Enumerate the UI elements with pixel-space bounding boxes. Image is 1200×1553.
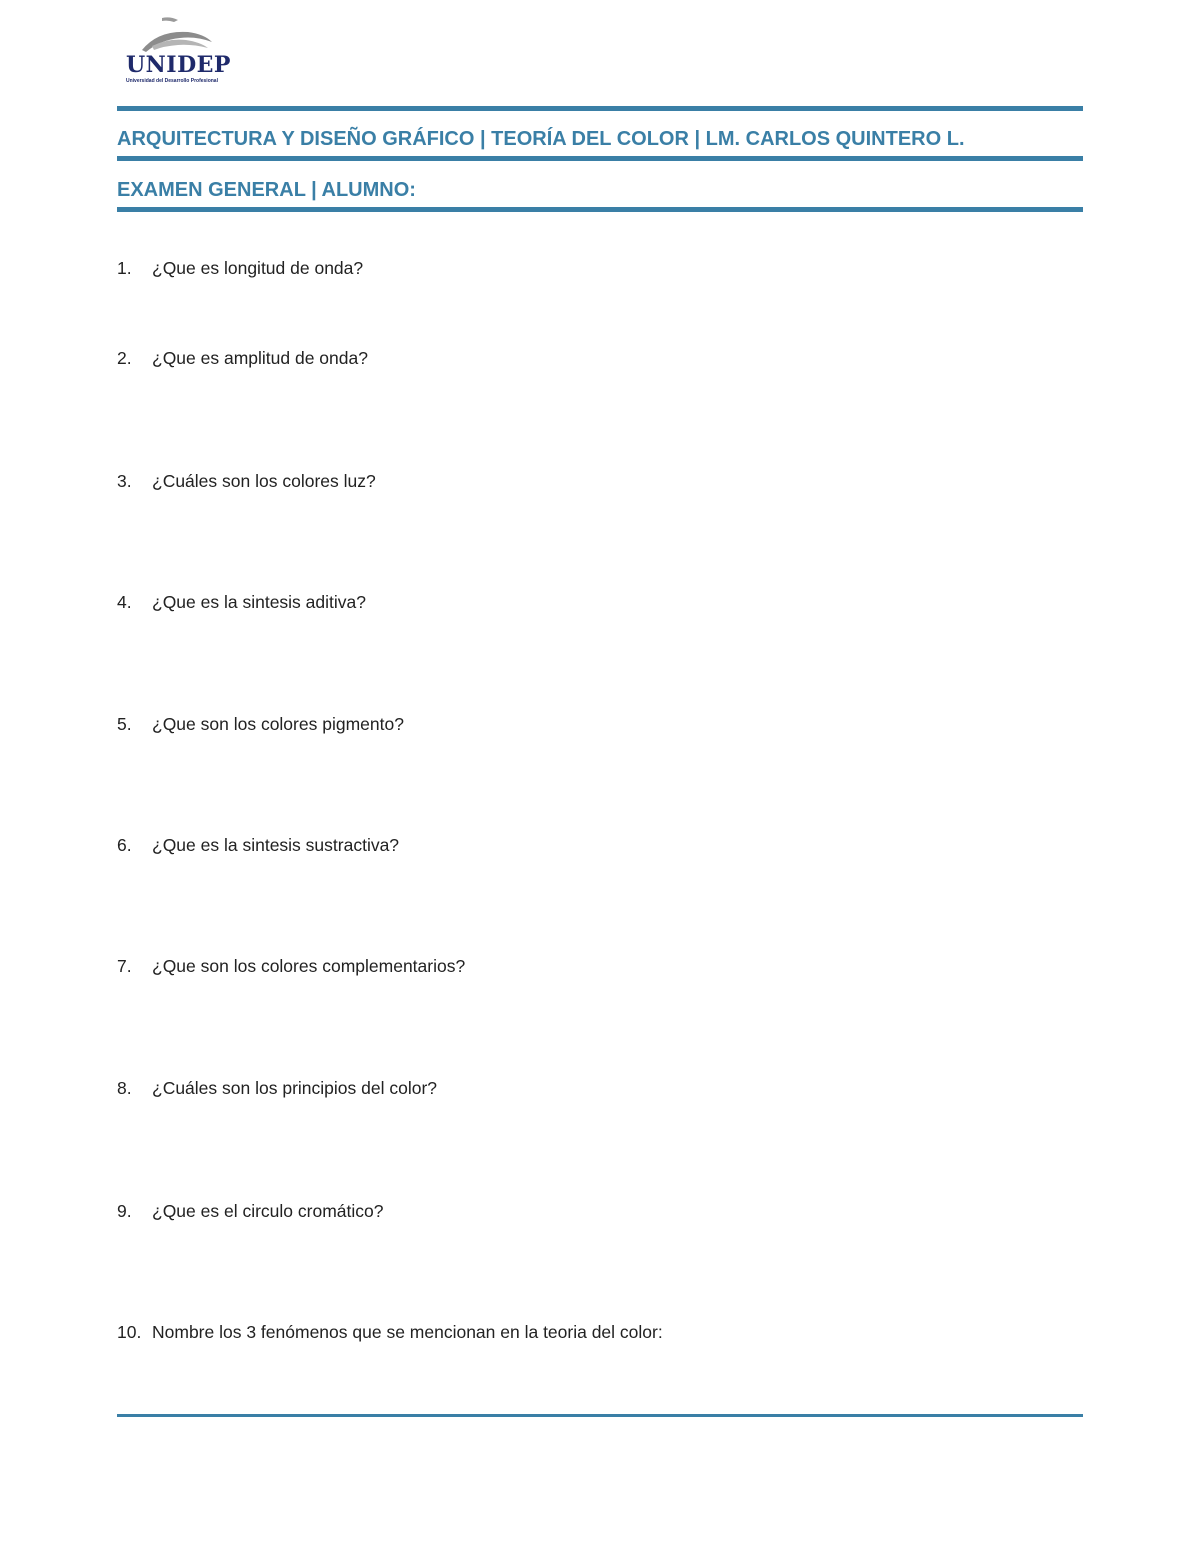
question-2	[117, 350, 368, 368]
question-text: ¿Que es la sintesis sustractiva?	[152, 835, 400, 855]
question-1	[117, 260, 363, 278]
question-number: 5.	[117, 714, 132, 734]
question-3	[117, 473, 376, 491]
question-text: ¿Que es la sintesis aditiva?	[152, 592, 366, 612]
question-text: ¿Que es amplitud de onda?	[152, 348, 368, 368]
question-text: ¿Que son los colores complementarios?	[152, 956, 466, 976]
question-number: 7.	[117, 956, 132, 976]
question-text: ¿Cuáles son los colores luz?	[152, 471, 376, 491]
swoosh-arc-icon	[122, 16, 232, 56]
question-number: 2.	[117, 348, 132, 368]
question-8	[117, 1080, 437, 1098]
logo-subtitle: Universidad del Desarrollo Profesional	[126, 78, 218, 84]
header-rule-bottom	[117, 207, 1083, 212]
unidep-logo	[122, 16, 232, 90]
question-number: 1.	[117, 258, 132, 278]
question-9	[117, 1203, 383, 1221]
question-7	[117, 958, 465, 976]
question-number: 10.	[117, 1322, 142, 1342]
question-text: ¿Que son los colores pigmento?	[152, 714, 404, 734]
exam-title: EXAMEN GENERAL | ALUMNO:	[117, 179, 416, 201]
question-4	[117, 594, 366, 612]
question-6	[117, 837, 399, 855]
question-number: 4.	[117, 592, 132, 612]
question-text: ¿Cuáles son los principios del color?	[152, 1078, 437, 1098]
footer-rule	[117, 1414, 1083, 1417]
header-rule-top	[117, 106, 1083, 111]
question-number: 8.	[117, 1078, 132, 1098]
logo-wordmark: UNIDEP	[126, 52, 231, 78]
question-number: 9.	[117, 1201, 132, 1221]
question-5	[117, 716, 404, 734]
question-text: ¿Que es el circulo cromático?	[152, 1201, 384, 1221]
question-text: ¿Que es longitud de onda?	[152, 258, 364, 278]
question-number: 6.	[117, 835, 132, 855]
question-text: Nombre los 3 fenómenos que se mencionan en la teoria del color:	[152, 1322, 663, 1342]
course-title: ARQUITECTURA Y DISEÑO GRÁFICO | TEORÍA DEL COLOR | LM. CARLOS QUINTERO L.	[117, 128, 965, 150]
question-10	[117, 1324, 663, 1342]
header-rule-middle	[117, 156, 1083, 161]
question-number: 3.	[117, 471, 132, 491]
